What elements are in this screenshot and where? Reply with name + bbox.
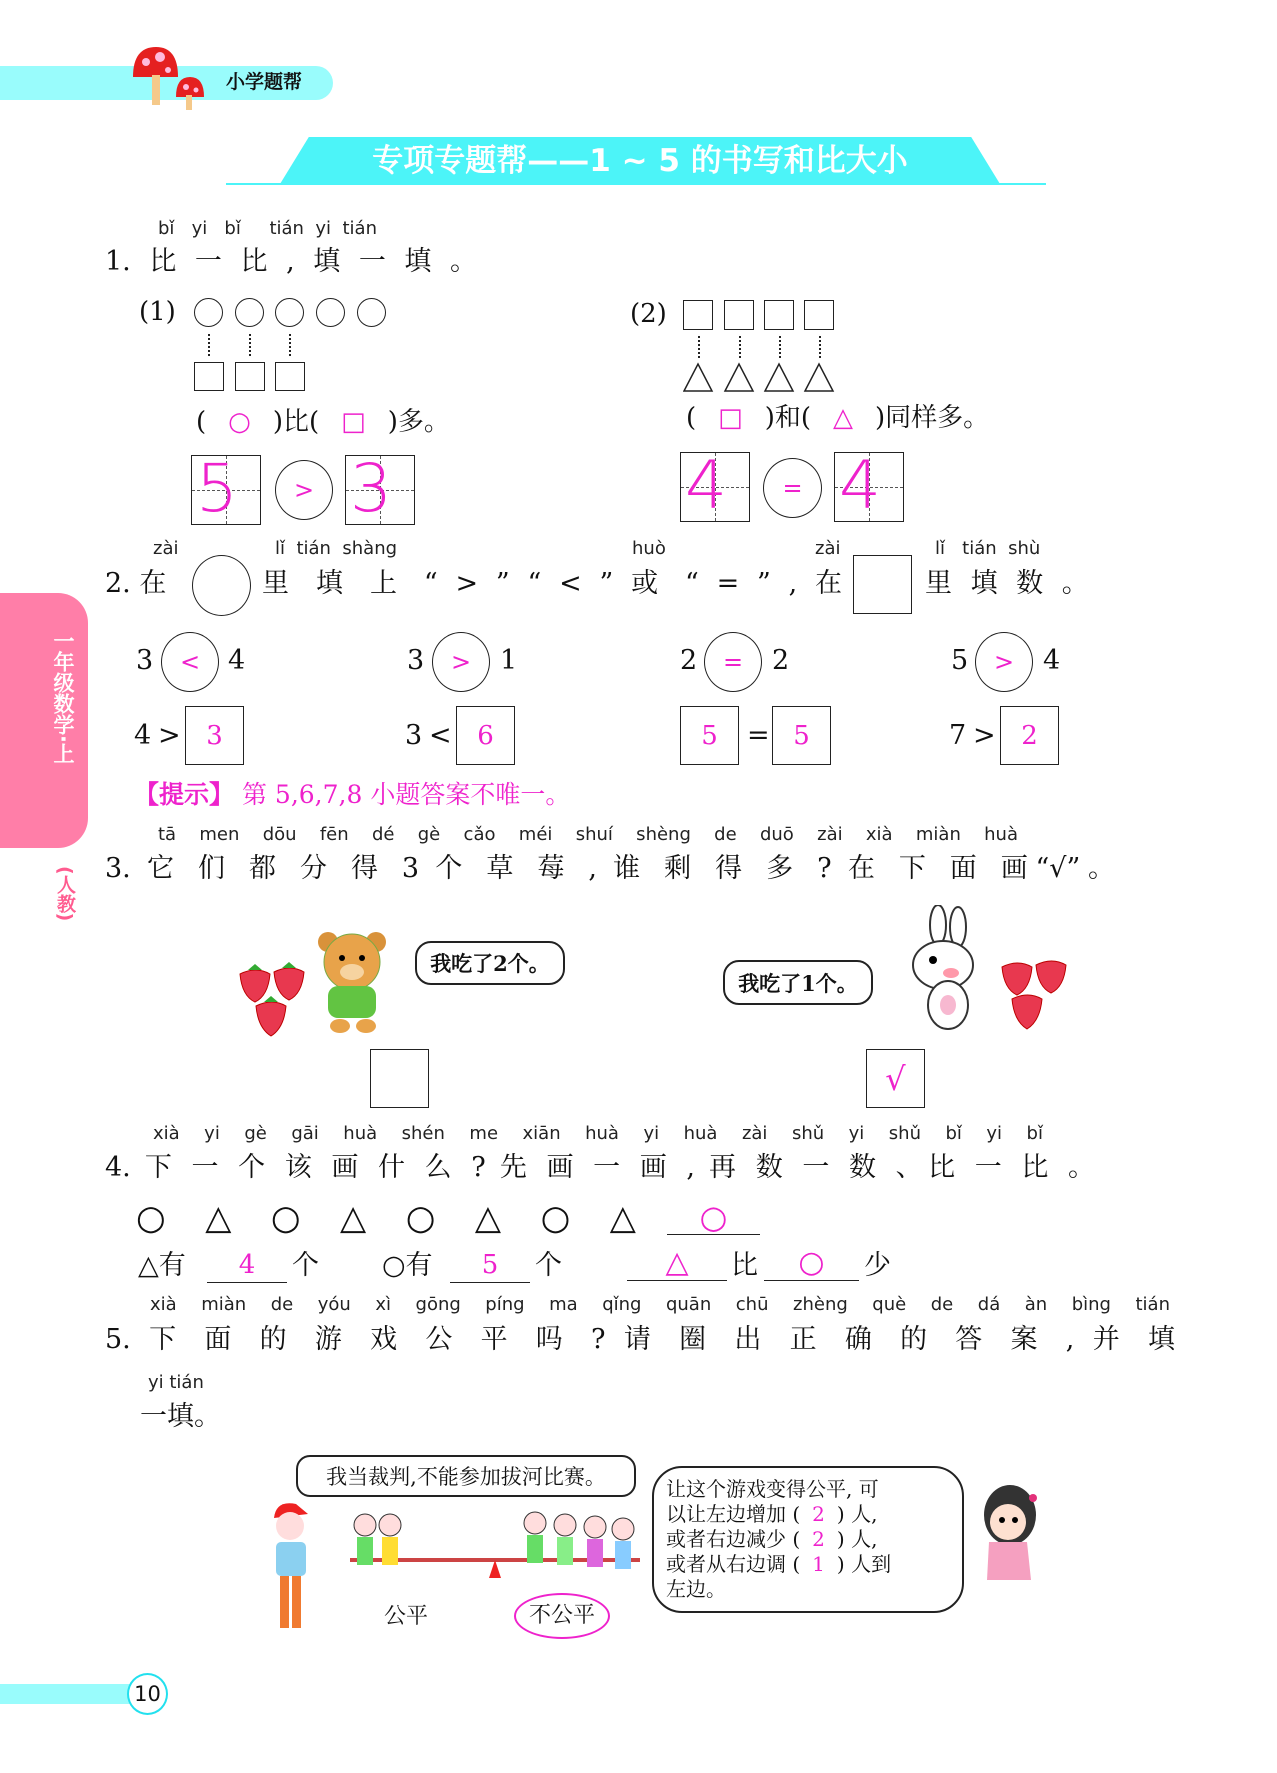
referee-speech-bubble: 我当裁判,不能参加拔河比赛。 [296,1455,636,1497]
operator: > [158,720,181,751]
text: )同样多。 [875,403,990,433]
mushroom-logo-icon [128,42,218,112]
q1-part2-sentence [686,402,989,434]
bubble-line: 以让左边增加 ( [666,1502,801,1526]
answer-blank[interactable]: 2 [812,1502,825,1526]
answer-blank[interactable]: 1 [812,1552,825,1576]
strawberry-icon [1000,955,1070,1033]
text: )多。 [387,407,450,437]
shape-sequence [136,1198,636,1238]
triangle-shapes [683,362,835,392]
shao-label: 少 [864,1250,891,1281]
answer-blank[interactable]: ○ [228,407,251,437]
number: 3 [407,645,425,676]
circle-shape [357,298,386,327]
square-shape [683,300,713,330]
q5-text: 5. 下 面 的 游 戏 公 平 吗 ? 请 圈 出 正 确 的 答 案 , 并 填 [105,1324,1175,1355]
q1-part1-sentence [196,406,450,438]
hint-text: 第 5,6,7,8 小题答案不唯一。 [241,780,571,809]
q2-pinyin: lǐ tián shù [935,538,1041,559]
number: 2 [680,645,698,676]
next-shape-blank[interactable]: ○ [667,1200,760,1235]
number: 5 [951,645,969,676]
written-digit: 4 [839,452,881,522]
compare-circle[interactable]: = [763,458,822,518]
operator: > [973,720,996,751]
writing-box[interactable] [834,452,904,522]
strawberry-icon [238,962,308,1040]
ge-label: 个 [292,1250,319,1281]
square-shape [275,362,305,391]
q5-text2: 一填。 [140,1401,221,1432]
operator: = [747,720,770,751]
q1-text: 1. 比 一 比 , 填 一 填 。 [105,246,478,277]
writing-box[interactable] [191,455,261,525]
circle-shape [235,298,264,327]
answer-box[interactable]: 2 [1000,706,1059,765]
q2-text-c: 里 填 数 。 [925,568,1089,599]
tri-label: △有 [138,1250,186,1281]
bear-speech-bubble: 我吃了2个。 [415,941,565,985]
q5-pinyin: xià miàn de yóu xì gōng píng ma qǐng quān chū zhèng què de dá àn bìng tián [150,1294,1170,1315]
side-edition: (人教) [54,866,76,922]
q1-part2-label: (2) [630,299,667,329]
circle-shape [275,298,304,327]
bubble-line: 或者右边减少 ( [666,1527,801,1551]
tug-of-war-illustration [340,1505,650,1590]
hint-label: 【提示】 [134,780,235,809]
circle-label: ○有 [382,1250,433,1281]
q2-pinyin: zài [153,538,179,559]
sequence-shape: △ [205,1198,232,1238]
ge-label: 个 [535,1250,562,1281]
girl-speech-bubble [652,1466,964,1613]
answer-blank[interactable]: □ [718,403,743,433]
number: 3 [136,645,154,676]
bi-label: 比 [731,1250,758,1281]
number: 2 [772,645,790,676]
footer-band [0,1684,135,1704]
bear-illustration [312,930,392,1035]
bubble-line: 左边。 [666,1577,726,1601]
text: )比( [272,407,320,437]
sequence-shape: ○ [405,1198,436,1238]
number: 3 [405,720,423,751]
referee-boy-illustration [262,1500,332,1635]
square-shape [724,300,754,330]
q5-pinyin2: yi tián [148,1372,204,1393]
dotted-link [208,334,210,356]
circle-shape [316,298,345,327]
more-shape-blank[interactable]: △ [627,1246,727,1281]
q4-text: 4. 下 一 个 该 画 什 么 ? 先 画 一 画 , 再 数 一 数 、比 一 比 。 [105,1152,1095,1183]
bubble-line: ) 人, [836,1527,878,1551]
number: 4 [228,645,246,676]
sequence-shape: △ [474,1198,502,1238]
answer-box[interactable]: 5 [772,706,831,765]
bubble-line: ) 人到 [836,1552,892,1576]
number: 4 [134,720,152,751]
compare-circle[interactable]: < [161,632,219,692]
written-digit: 5 [196,455,238,525]
q2-pinyin: huò [632,538,666,559]
text: )和( [764,403,812,433]
page-number: 10 [127,1673,168,1715]
compare-circle[interactable]: > [432,632,490,692]
text: ( [686,403,697,433]
q1-part1-label: (1) [139,297,176,327]
dotted-link [289,334,291,356]
square-placeholder [853,555,912,614]
dotted-link [249,334,251,356]
sequence-shape: ○ [270,1198,301,1238]
number: 1 [500,645,518,676]
girl-illustration [975,1480,1050,1585]
dotted-link [819,336,821,358]
brand-name: 小学题帮 [226,71,303,93]
square-shape [804,300,834,330]
sequence-shape: ○ [136,1198,166,1238]
q2-pinyin: lǐ tián shàng [275,538,398,559]
text: ( [196,407,207,437]
operator: < [429,720,452,751]
answer-blank[interactable]: □ [341,407,366,437]
page-title: 专项专题帮——1 ~ 5 的书写和比大小 [372,143,908,179]
rabbit-answer-box[interactable]: √ [866,1049,925,1108]
sequence-shape: △ [340,1198,367,1238]
tri-count-blank[interactable]: 4 [207,1248,287,1283]
rabbit-illustration [893,905,993,1040]
dotted-link [698,336,700,358]
square-shape [764,300,794,330]
q1-pinyin: bǐ yi bǐ tián yi tián [158,218,377,239]
option-unfair: 不公平 [528,1603,595,1628]
writing-box[interactable] [680,452,750,522]
circle-placeholder [192,555,251,616]
dotted-link [739,336,741,358]
answer-box[interactable]: 3 [185,706,244,765]
circle-shape [194,298,223,327]
square-shape [235,362,265,391]
answer-blank[interactable]: △ [833,403,854,433]
bear-answer-box[interactable] [370,1049,429,1108]
option-fair[interactable]: 公平 [384,1604,429,1629]
compare-circle[interactable]: > [275,460,333,520]
q3-pinyin: tā men dōu fēn dé gè cǎo méi shuí shèng de duō zài xià miàn huà [158,824,1018,845]
less-shape-blank[interactable]: ○ [764,1246,859,1281]
answer-blank[interactable]: 2 [812,1527,825,1551]
answer-box[interactable]: 6 [456,706,515,765]
square-shape [194,362,224,391]
sequence-shape: ○ [540,1198,571,1238]
writing-box[interactable] [345,455,415,525]
q4-pinyin: xià yi gè gāi huà shén me xiān huà yi huà zài shǔ yi shǔ bǐ yi bǐ [153,1123,1043,1144]
q3-text: 3. 它 们 都 分 得 3 个 草 莓 , 谁 剩 得 多 ? 在 下 面 画“√”。 [105,853,1115,884]
q2-pinyin: zài [815,538,841,559]
answer-box[interactable]: 5 [680,706,739,765]
q2-text-b: 里 填 上 “ > ” “ < ” 或 “ = ” , 在 [262,568,842,599]
compare-circle[interactable]: > [975,632,1033,692]
number: 7 [949,720,967,751]
written-digit: 4 [685,452,727,522]
number: 4 [1043,645,1061,676]
written-digit: 3 [350,455,392,525]
rabbit-speech-bubble: 我吃了1个。 [723,960,873,1005]
bubble-line: 或者从右边调 ( [666,1552,801,1576]
q2-text-a: 2. 在 [105,568,167,599]
option-unfair-circled[interactable] [514,1593,610,1639]
side-tab-label: 一年级数学·上 [51,630,75,764]
circle-count-blank[interactable]: 5 [450,1248,530,1283]
bubble-line: ) 人, [836,1502,878,1526]
sequence-shape: △ [609,1198,636,1238]
bubble-line: 让这个游戏变得公平, 可 [666,1477,879,1501]
dotted-link [779,336,781,358]
compare-circle[interactable]: = [704,632,762,692]
hint [134,780,570,810]
